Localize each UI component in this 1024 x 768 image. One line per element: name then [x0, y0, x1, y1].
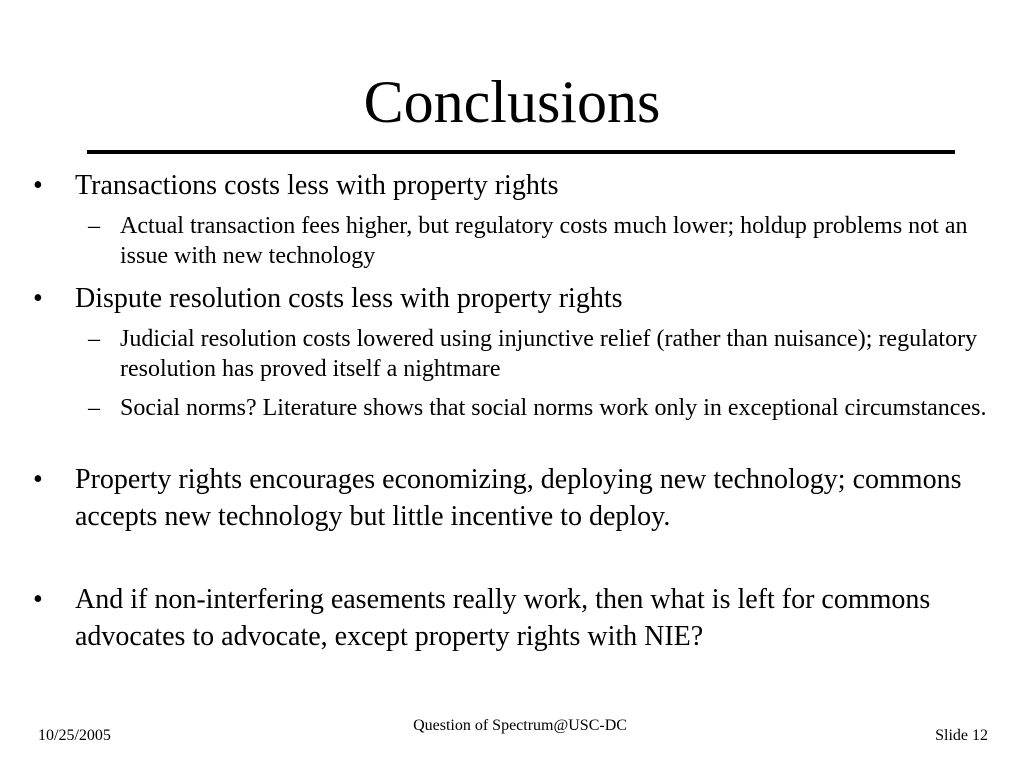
sub-bullet-text: Social norms? Literature shows that social norms work only in exceptional circumstances. [120, 395, 987, 421]
bullet-marker: • [33, 170, 43, 201]
bullet-item [33, 581, 990, 655]
bullet-marker: • [33, 584, 43, 615]
bullet-item [33, 461, 990, 535]
footer-date: 10/25/2005 [38, 727, 111, 744]
footer-slide-number: Slide 12 [935, 727, 988, 744]
bullet-text: Property rights encourages economizing, deploying new technology; commons accepts new technology but little incentive to deploy. [75, 464, 962, 532]
bullet-item [33, 280, 990, 317]
sub-bullet-item [88, 211, 990, 271]
slide-title: Conclusions [363, 69, 661, 135]
sub-bullet-item [88, 393, 990, 423]
sub-bullet-text: Actual transaction fees higher, but regulatory costs much lower; holdup problems not an issue with new technology [120, 213, 968, 269]
dash-marker: – [88, 326, 100, 352]
bullet-marker: • [33, 464, 43, 495]
bullet-item [33, 167, 990, 204]
dash-marker: – [88, 213, 100, 239]
bullet-marker: • [33, 283, 43, 314]
title-underline [87, 150, 955, 154]
sub-bullet-item [88, 324, 990, 384]
sub-bullet-text: Judicial resolution costs lowered using injunctive relief (rather than nuisance); regulatory resolution has proved itself a nightmare [120, 326, 978, 382]
bullet-text: Transactions costs less with property rights [75, 170, 559, 201]
footer-presentation-title: Question of Spectrum@USC-DC [413, 717, 627, 734]
bullet-text: And if non-interfering easements really work, then what is left for commons advocates to advocate, except property rights with NIE? [75, 584, 931, 652]
bullet-text: Dispute resolution costs less with property rights [75, 283, 623, 314]
dash-marker: – [88, 395, 100, 421]
